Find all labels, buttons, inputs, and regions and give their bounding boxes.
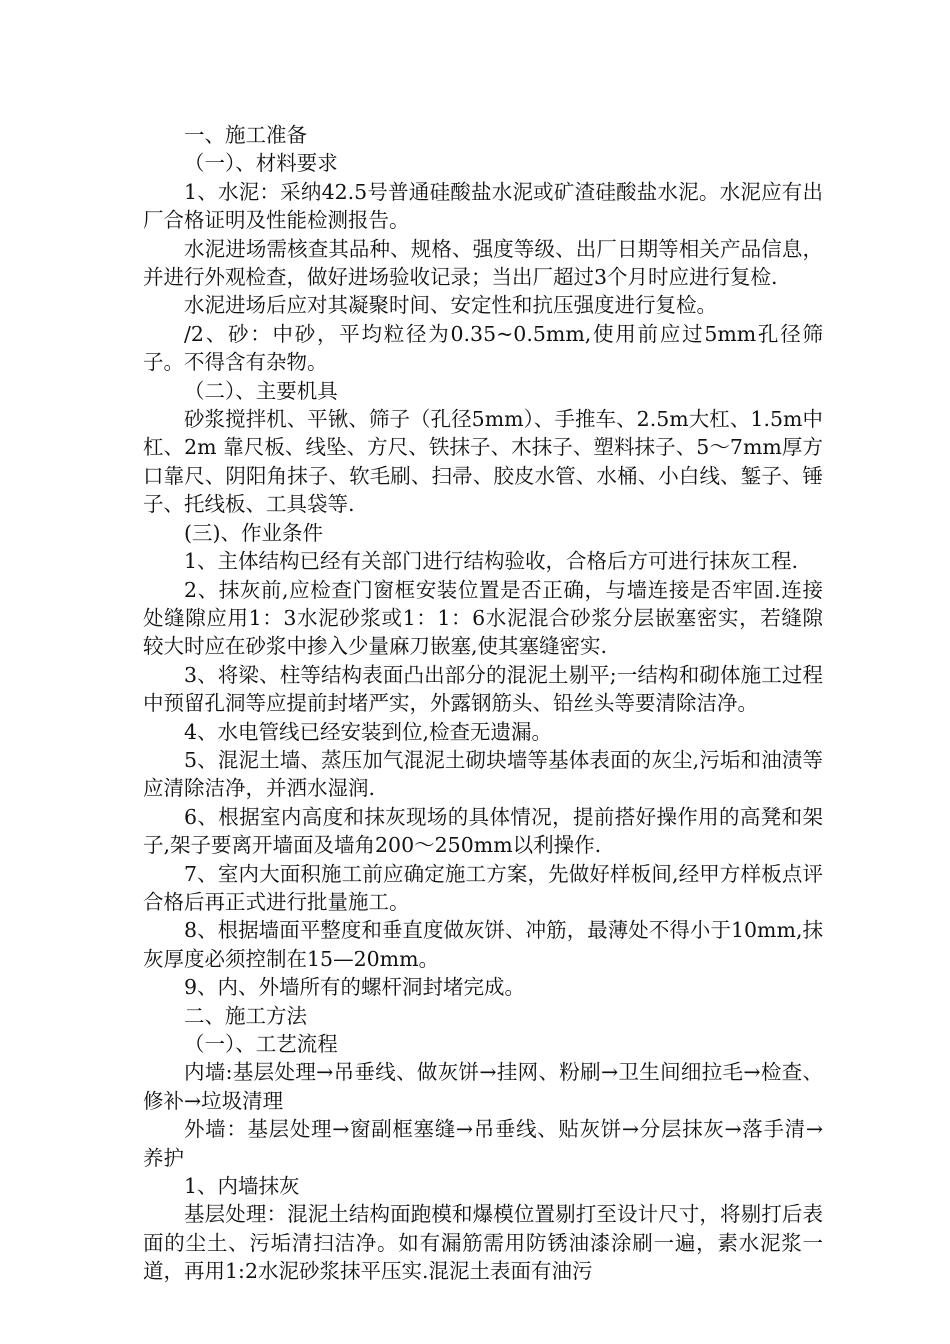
subheading-main-tools: （二）、主要机具 <box>184 378 338 403</box>
paragraph-base-treatment: 基层处理：混泥土结构面跑模和爆模位置剔打至设计尺寸，将剔打后表面的尘土、污垢清扫洁净。如有漏筋需用防锈油漆涂刷一遍，素水泥浆一道，再用1:2水泥砂浆抹平压实.混泥土表面有油污 <box>143 1202 823 1284</box>
heading-construction-preparation: 一、施工准备 <box>184 123 307 147</box>
heading-construction-method: 二、施工方法 <box>184 1003 307 1028</box>
paragraph-condition-2: 2、抹灰前,应检查门窗框安装位置是否正确，与墙连接是否牢固.连接处缝隙应用1：3水泥砂浆或1：1：6水泥混合砂浆分层嵌塞密实，若缝隙较大时应在砂浆中掺入少量麻刀嵌塞,使其塞缝密实. <box>143 577 823 659</box>
paragraph-interior-flow: 内墙:基层处理→吊垂线、做灰饼→挂网、粉刷→卫生间细拉毛→检查、修补→垃圾清理 <box>143 1060 823 1113</box>
paragraph-condition-4: 4、水电管线已经安装到位,检查无遗漏。 <box>184 719 553 744</box>
subheading-working-conditions: (三)、作业条件 <box>184 520 323 545</box>
paragraph-cement-inspection: 水泥进场需核查其品种、规格、强度等级、出厂日期等相关产品信息，并进行外观检查，做好进场验收记录；当出厂超过3个月时应进行复检. <box>143 236 823 290</box>
document-page <box>143 121 823 1286</box>
paragraph-condition-5: 5、混泥土墙、蒸压加气混泥土砌块墙等基体表面的灰尘,污垢和油渍等应清除洁净，并洒水湿润. <box>143 747 823 801</box>
paragraph-sand: /2、砂：中砂，平均粒径为0.35~0.5mm,使用前应过5mm孔径筛子。不得含有杂物。 <box>143 321 823 375</box>
paragraph-condition-3: 3、将梁、柱等结构表面凸出部分的混泥土剔平;一结构和砌体施工过程中预留孔洞等应提前封堵严实，外露钢筋头、铅丝头等要清除洁净。 <box>143 662 823 716</box>
subheading-material-requirements: （一）、材料要求 <box>184 151 338 176</box>
paragraph-condition-9: 9、内、外墙所有的螺杆洞封堵完成。 <box>184 975 526 1000</box>
paragraph-condition-1: 1、主体结构已经有关部门进行结构验收，合格后方可进行抹灰工程. <box>184 549 799 574</box>
subheading-interior-plastering: 1、内墙抹灰 <box>184 1174 300 1199</box>
paragraph-condition-6: 6、根据室内高度和抹灰现场的具体情况，提前搭好操作用的高凳和架子,架子要离开墙面及墙角200～250mm以利操作. <box>143 804 823 858</box>
paragraph-cement-retest: 水泥进场后应对其凝聚时间、安定性和抗压强度进行复检。 <box>184 293 717 318</box>
subheading-process-flow: （一）、工艺流程 <box>184 1032 338 1056</box>
paragraph-exterior-flow: 外墙：基层处理→窗副框塞缝→吊垂线、贴灰饼→分层抹灰→落手清→养护 <box>143 1117 823 1170</box>
paragraph-condition-8: 8、根据墙面平整度和垂直度做灰饼、冲筋，最薄处不得小于10mm,抹灰厚度必须控制在15—20mm。 <box>143 918 823 971</box>
paragraph-cement: 1、水泥：采纳42.5号普通硅酸盐水泥或矿渣硅酸盐水泥。水泥应有出厂合格证明及性能检测报告。 <box>143 179 823 233</box>
paragraph-tools-list: 砂浆搅拌机、平锹、筛子（孔径5mm）、手推车、2.5m大杠、1.5m中杠、2m 靠尺板、线坠、方尺、铁抹子、木抹子、塑料抹子、5～7mm厚方口靠尺、阴阳角抹子、软毛刷、扫帚、胶皮水管、水桶、小白线、錾子、锤子、托线板、工具袋等. <box>143 407 823 517</box>
paragraph-condition-7: 7、室内大面积施工前应确定施工方案，先做好样板间,经甲方样板点评合格后再正式进行批量施工。 <box>143 861 823 914</box>
